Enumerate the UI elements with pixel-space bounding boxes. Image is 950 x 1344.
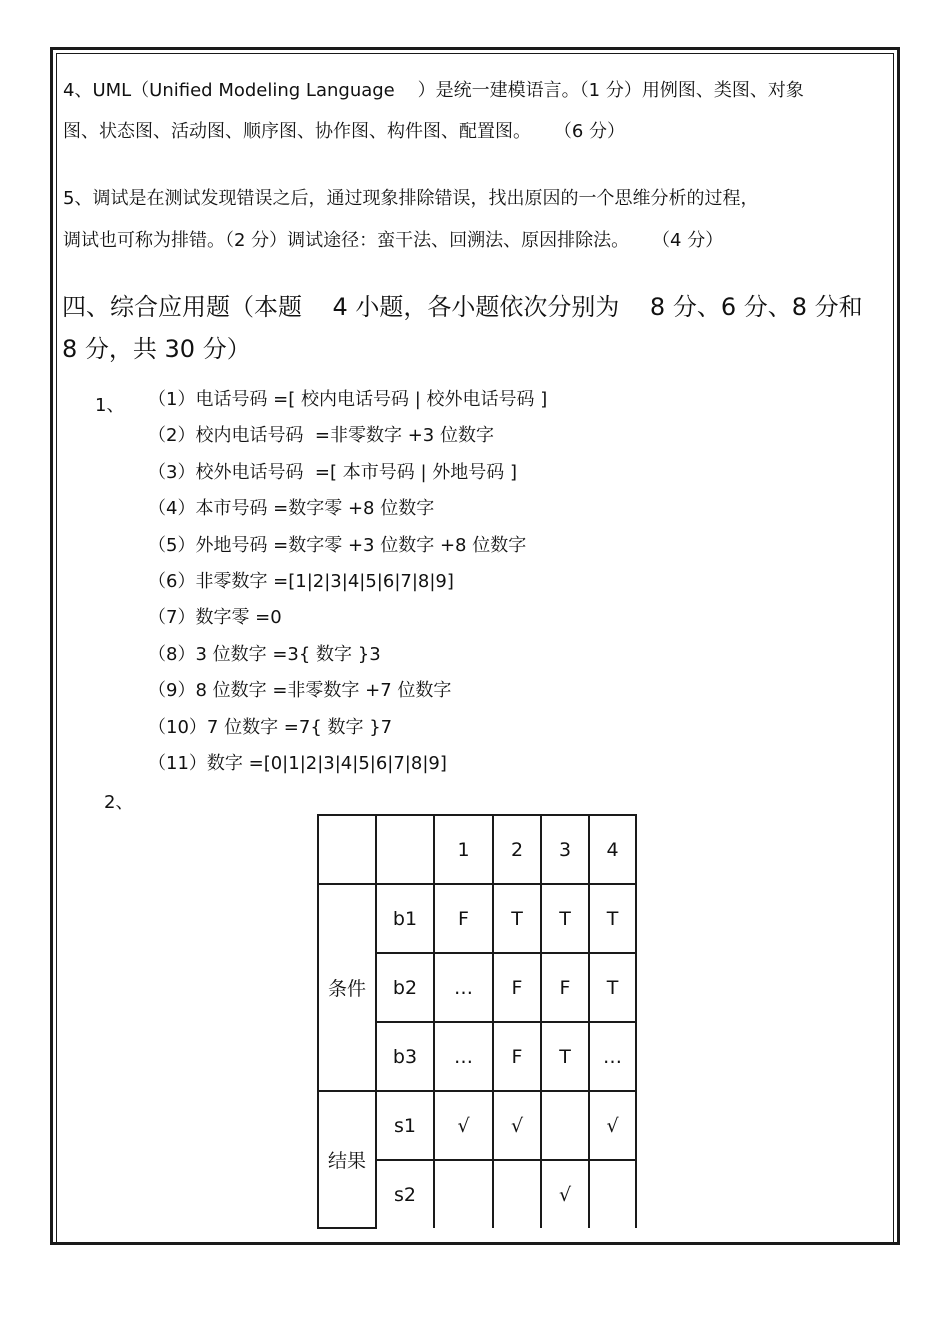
- decision-table: [317, 814, 637, 1229]
- answer-4-line-1: 4、UML（Unified Modeling Language ）是统一建模语言。（1 分）用例图、类图、对象: [63, 80, 804, 101]
- row-label: b2: [376, 953, 434, 1022]
- data-dictionary-list: [148, 382, 547, 782]
- table-cell: T: [493, 884, 541, 953]
- answer-4-line-2: 图、状态图、活动图、顺序图、协作图、构件图、配置图。 （6 分）: [63, 121, 626, 142]
- definition-item: （4）本市号码 =数字零 +8 位数字: [148, 498, 435, 520]
- row-label: b1: [376, 884, 434, 953]
- definition-item: （1）电话号码 =[ 校内电话号码 | 校外电话号码 ]: [148, 389, 548, 410]
- definition-item: （7）数字零 =0: [148, 607, 282, 629]
- section-title-line-1: 四、综合应用题（本题 4 小题，各小题依次分别为 8 分、6 分、8 分和: [62, 293, 863, 321]
- table-cell: √: [493, 1091, 541, 1160]
- table-header-row: [318, 815, 636, 884]
- definition-item: （3）校外电话号码 =[ 本市号码 | 外地号码 ]: [148, 461, 517, 483]
- definition-item: （8）3 位数字 =3{ 数字 }3: [148, 643, 381, 665]
- table-cell: [434, 1160, 493, 1228]
- section-title-line-2: 8 分，共 30 分）: [62, 335, 251, 363]
- definition-item: （9）8 位数字 =非零数字 +7 位数字: [148, 680, 452, 702]
- table-cell: F: [541, 953, 589, 1022]
- table-row: [318, 884, 636, 953]
- definition-item: （6）非零数字 =[1|2|3|4|5|6|7|8|9]: [148, 570, 454, 592]
- table-cell: T: [589, 884, 636, 953]
- question-1-number: 1、: [95, 395, 125, 416]
- answer-5-line-2: 调试也可称为排错。（2 分）调试途径：蛮干法、回溯法、原因排除法。 （4 分）: [63, 230, 724, 251]
- definition-item: （11）数字 =[0|1|2|3|4|5|6|7|8|9]: [148, 752, 447, 774]
- table-cell: F: [493, 953, 541, 1022]
- results-group-label: 结果: [318, 1091, 376, 1228]
- table-cell: √: [434, 1091, 493, 1160]
- answer-sheet-frame: [50, 47, 900, 1245]
- row-label: s1: [376, 1091, 434, 1160]
- table-cell: √: [541, 1160, 589, 1228]
- conditions-group-label: 条件: [318, 884, 376, 1091]
- column-header: 1: [434, 815, 493, 884]
- question-2-number: 2、: [104, 792, 134, 813]
- empty-corner-cell: [318, 815, 376, 884]
- table-cell: F: [493, 1022, 541, 1091]
- column-header: 4: [589, 815, 636, 884]
- table-cell: …: [434, 953, 493, 1022]
- table-cell: T: [541, 1022, 589, 1091]
- table-cell: T: [589, 953, 636, 1022]
- empty-label-cell: [376, 815, 434, 884]
- definition-item: （2）校内电话号码 =非零数字 +3 位数字: [148, 425, 494, 447]
- column-header: 3: [541, 815, 589, 884]
- table-cell: …: [434, 1022, 493, 1091]
- table-cell: [493, 1160, 541, 1228]
- definition-item: （10）7 位数字 =7{ 数字 }7: [148, 716, 393, 738]
- definition-item: （5）外地号码 =数字零 +3 位数字 +8 位数字: [148, 534, 527, 556]
- table-cell: F: [434, 884, 493, 953]
- table-cell: √: [589, 1091, 636, 1160]
- table-cell: [541, 1091, 589, 1160]
- table-cell: …: [589, 1022, 636, 1091]
- table-cell: [589, 1160, 636, 1228]
- column-header: 2: [493, 815, 541, 884]
- row-label: b3: [376, 1022, 434, 1091]
- table-row: [318, 1091, 636, 1160]
- row-label: s2: [376, 1160, 434, 1228]
- answer-5-line-1: 5、调试是在测试发现错误之后，通过现象排除错误，找出原因的一个思维分析的过程，: [63, 188, 759, 209]
- table-cell: T: [541, 884, 589, 953]
